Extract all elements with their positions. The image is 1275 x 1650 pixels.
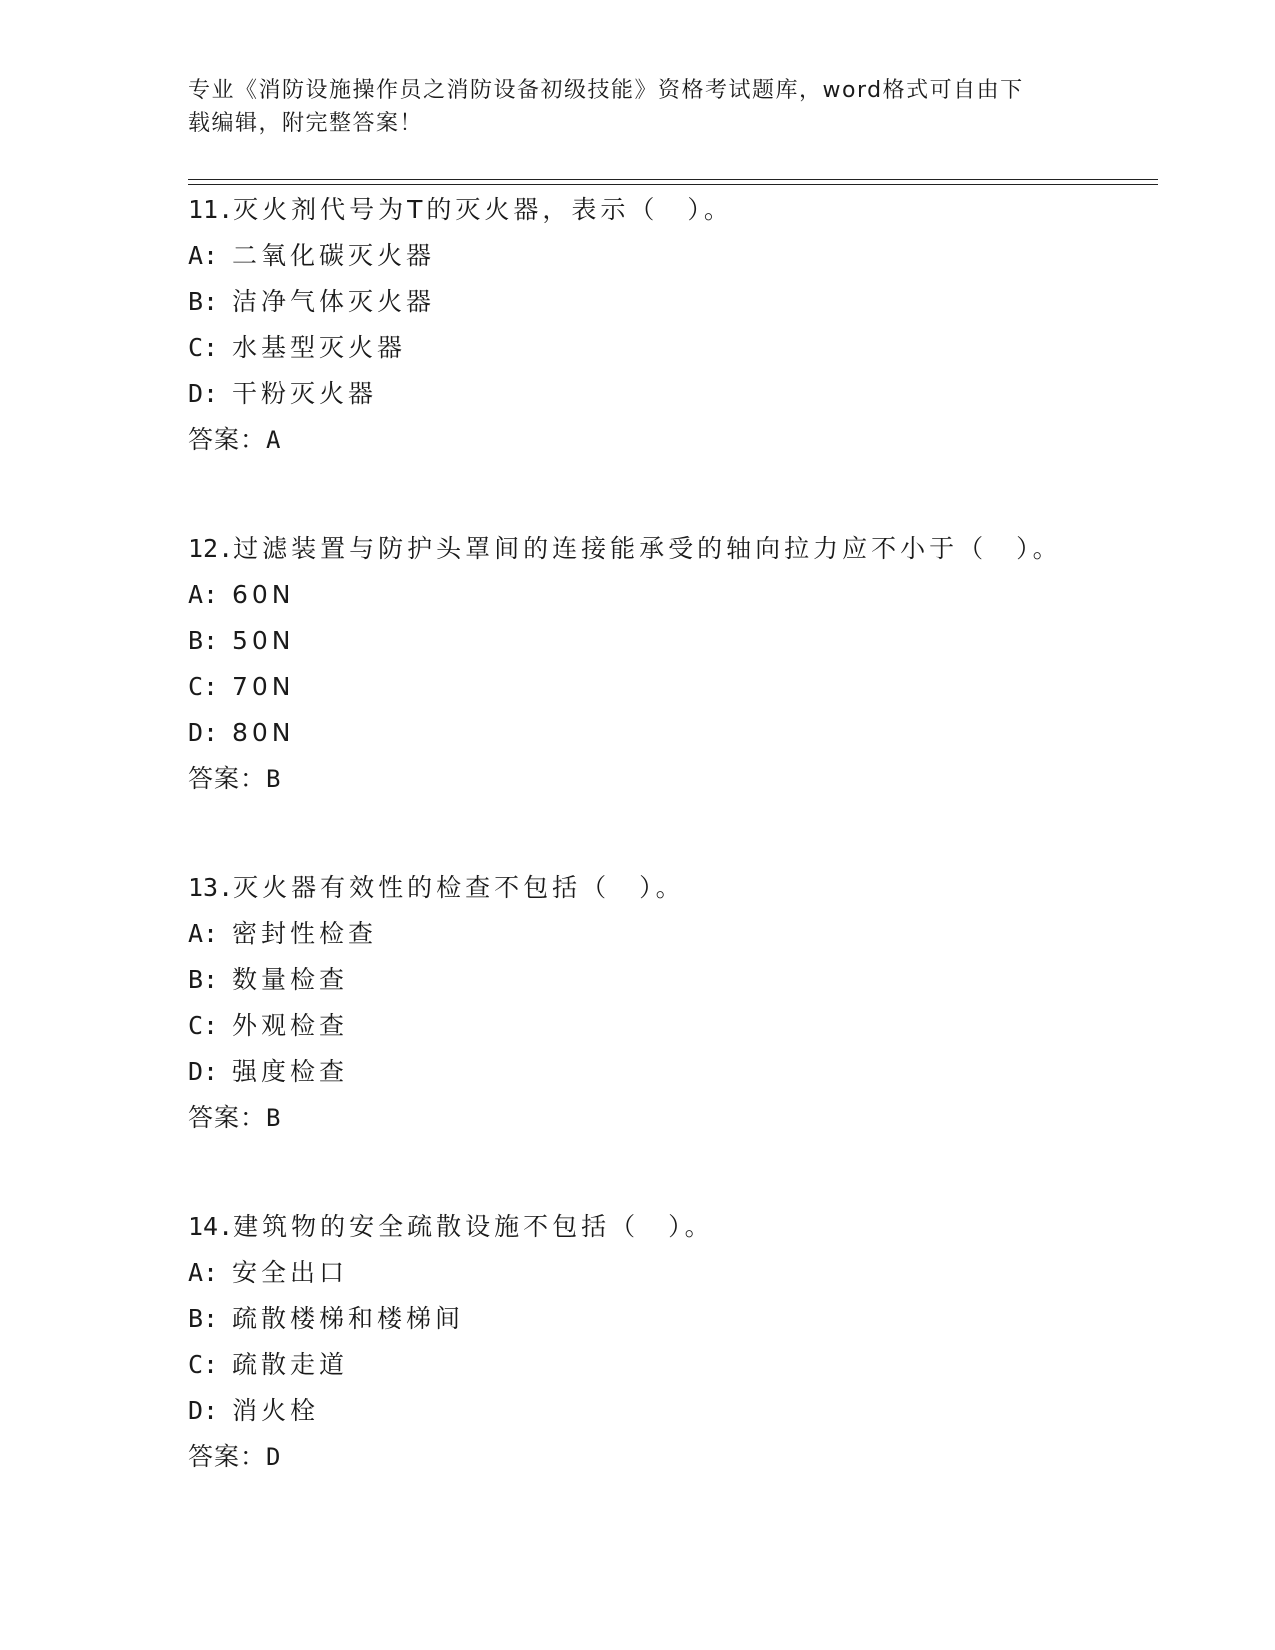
- option-b: [188, 1296, 1188, 1342]
- answer-value: B: [266, 1104, 282, 1132]
- option-key: C:: [188, 333, 219, 362]
- header-line-1: 专业《消防设施操作员之消防设备初级技能》资格考试题库，word格式可自由下: [188, 78, 1024, 103]
- option-a: [188, 911, 1188, 957]
- question-stem: [188, 526, 1188, 572]
- option-text: 70N: [232, 672, 295, 701]
- option-key: C:: [188, 672, 219, 701]
- answer-label: 答案：: [188, 764, 267, 793]
- question-number: 12.: [188, 534, 234, 563]
- option-key: D:: [188, 718, 219, 747]
- question-text: 建筑物的安全疏散设施不包括（ ）。: [233, 1212, 714, 1241]
- option-c: [188, 1342, 1188, 1388]
- option-text: 水基型灭火器: [232, 333, 407, 362]
- option-text: 外观检查: [232, 1011, 349, 1040]
- option-text: 二氧化碳灭火器: [232, 241, 436, 270]
- option-text: 密封性检查: [232, 919, 378, 948]
- option-text: 安全出口: [232, 1258, 349, 1287]
- question-stem: [188, 187, 1188, 233]
- answer-value: D: [266, 1443, 282, 1471]
- option-key: B:: [188, 1304, 219, 1333]
- answer-line: [188, 1095, 1188, 1141]
- header-divider-top: [188, 179, 1158, 180]
- option-key: C:: [188, 1011, 219, 1040]
- question-text: 灭火剂代号为T的灭火器，表示（ ）。: [233, 195, 733, 224]
- question-stem: [188, 1204, 1188, 1250]
- question-number: 14.: [188, 1212, 234, 1241]
- option-key: D:: [188, 1057, 219, 1086]
- header-line-2: 载编辑，附完整答案！: [188, 111, 424, 136]
- question-number: 13.: [188, 873, 234, 902]
- option-b: [188, 618, 1188, 664]
- option-key: D:: [188, 1396, 219, 1425]
- question-text: 过滤装置与防护头罩间的连接能承受的轴向拉力应不小于（ ）。: [233, 534, 1062, 563]
- answer-line: [188, 417, 1188, 463]
- option-d: [188, 1388, 1188, 1434]
- option-key: B:: [188, 965, 219, 994]
- option-a: [188, 1250, 1188, 1296]
- question-stem: [188, 865, 1188, 911]
- option-c: [188, 325, 1188, 371]
- option-key: A:: [188, 1258, 219, 1287]
- option-text: 80N: [232, 718, 295, 747]
- question-14: [188, 1204, 1188, 1480]
- question-13: [188, 865, 1188, 1141]
- option-key: B:: [188, 287, 219, 316]
- question-12: [188, 526, 1188, 802]
- option-key: A:: [188, 919, 219, 948]
- option-key: B:: [188, 626, 219, 655]
- answer-value: A: [266, 426, 282, 454]
- answer-line: [188, 756, 1188, 802]
- option-text: 60N: [232, 580, 295, 609]
- option-key: A:: [188, 241, 219, 270]
- option-d: [188, 1049, 1188, 1095]
- option-key: C:: [188, 1350, 219, 1379]
- option-text: 50N: [232, 626, 295, 655]
- answer-label: 答案：: [188, 1103, 267, 1132]
- answer-label: 答案：: [188, 1442, 267, 1471]
- answer-line: [188, 1434, 1188, 1480]
- option-a: [188, 572, 1188, 618]
- question-number: 11.: [188, 195, 234, 224]
- option-key: D:: [188, 379, 219, 408]
- question-11: [188, 187, 1188, 463]
- option-text: 疏散走道: [232, 1350, 349, 1379]
- option-text: 干粉灭火器: [232, 379, 378, 408]
- option-d: [188, 710, 1188, 756]
- question-text: 灭火器有效性的检查不包括（ ）。: [233, 873, 685, 902]
- answer-label: 答案：: [188, 425, 267, 454]
- option-text: 消火栓: [232, 1396, 320, 1425]
- option-c: [188, 1003, 1188, 1049]
- option-text: 洁净气体灭火器: [232, 287, 436, 316]
- document-header: [188, 74, 1088, 140]
- option-b: [188, 957, 1188, 1003]
- option-b: [188, 279, 1188, 325]
- header-divider-bottom: [188, 184, 1158, 185]
- option-c: [188, 664, 1188, 710]
- option-d: [188, 371, 1188, 417]
- option-key: A:: [188, 580, 219, 609]
- option-text: 数量检查: [232, 965, 349, 994]
- option-text: 疏散楼梯和楼梯间: [232, 1304, 465, 1333]
- option-a: [188, 233, 1188, 279]
- answer-value: B: [266, 765, 282, 793]
- option-text: 强度检查: [232, 1057, 349, 1086]
- question-list: [188, 187, 1188, 1543]
